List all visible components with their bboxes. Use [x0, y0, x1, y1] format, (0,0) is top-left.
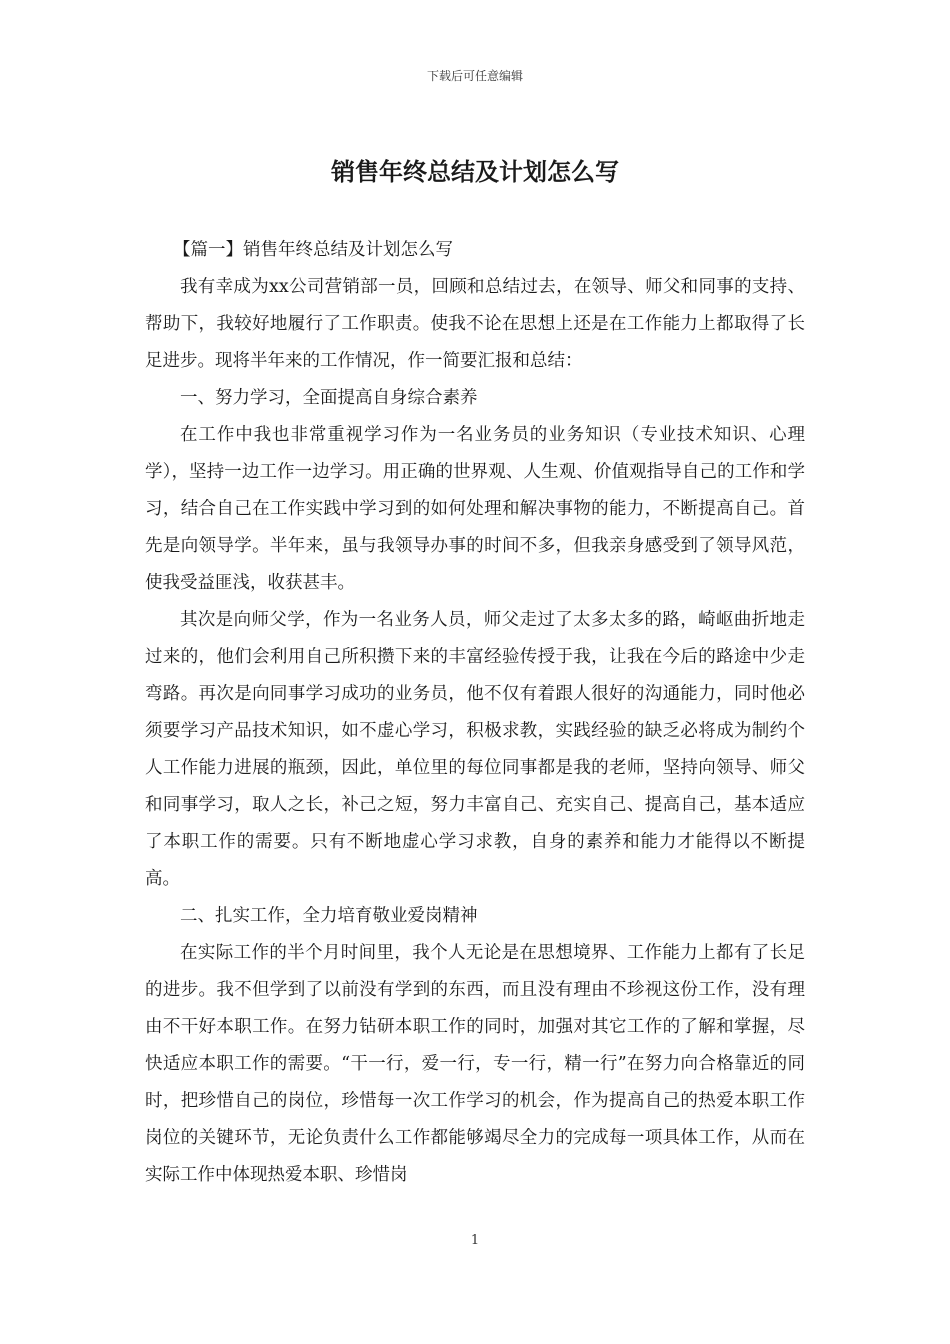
header-note: 下载后可任意编辑: [426, 69, 523, 83]
heading-section-2: 二、扎实工作，全力培育敬业爱岗精神: [180, 906, 478, 926]
paragraph-learning-continued: 其次是向师父学，作为一名业务人员，师父走过了太多太多的路，崎岖曲折地走过来的，他们会利用自己所积攒下来的丰富经验传授于我，让我在今后的路途中少走弯路。再次是向同事学习成功的业务员，他不仅有着跟人很好的沟通能力，同时他必须要学习产品技术知识，如不虚心学习，积极求教，实践经验的缺乏必将成为制约个人工作能力进展的瓶颈，因此，单位里的每位同事都是我的老师，坚持向领导、师父和同事学习，取人之长，补己之短，努力丰富自己、充实自己、提高自己，基本适应了本职工作的需要。只有不断地虚心学习求教，自身的素养和能力才能得以不断提高。: [145, 610, 805, 889]
paragraph-intro: 我有幸成为xx公司营销部一员，回顾和总结过去，在领导、师父和同事的支持、帮助下，我较好地履行了工作职责。使我不论在思想上还是在工作能力上都取得了长足进步。现将半年来的工作情况，作一简要汇报和总结：: [145, 277, 805, 371]
document-body: [145, 232, 805, 1194]
paragraph-work: 在实际工作的半个月时间里，我个人无论是在思想境界、工作能力上都有了长足的进步。我不但学到了以前没有学到的东西，而且没有理由不珍视这份工作，没有理由不干好本职工作。在努力钻研本职工作的同时，加强对其它工作的了解和掌握，尽快适应本职工作的需要。“干一行，爱一行，专一行，精一行”在努力向合格靠近的同时，把珍惜自己的岗位，珍惜每一次工作学习的机会，作为提高自己的热爱本职工作岗位的关键环节，无论负责什么工作都能够竭尽全力的完成每一项具体工作，从而在实际工作中体现热爱本职、珍惜岗: [145, 943, 805, 1185]
heading-section-1: 一、努力学习，全面提高自身综合素养: [180, 388, 478, 408]
page-number: 1: [470, 1233, 480, 1248]
paragraph-learning: 在工作中我也非常重视学习作为一名业务员的业务知识（专业技术知识、心理学），坚持一边工作一边学习。用正确的世界观、人生观、价值观指导自己的工作和学习，结合自己在工作实践中学习到的如何处理和解决事物的能力，不断提高自己。首先是向领导学。半年来，虽与我领导办事的时间不多，但我亲身感受到了领导风范，使我受益匪浅，收获甚丰。: [145, 425, 805, 593]
document-title: 销售年终总结及计划怎么写: [331, 157, 619, 186]
section-label: 【篇一】销售年终总结及计划怎么写: [173, 240, 453, 260]
